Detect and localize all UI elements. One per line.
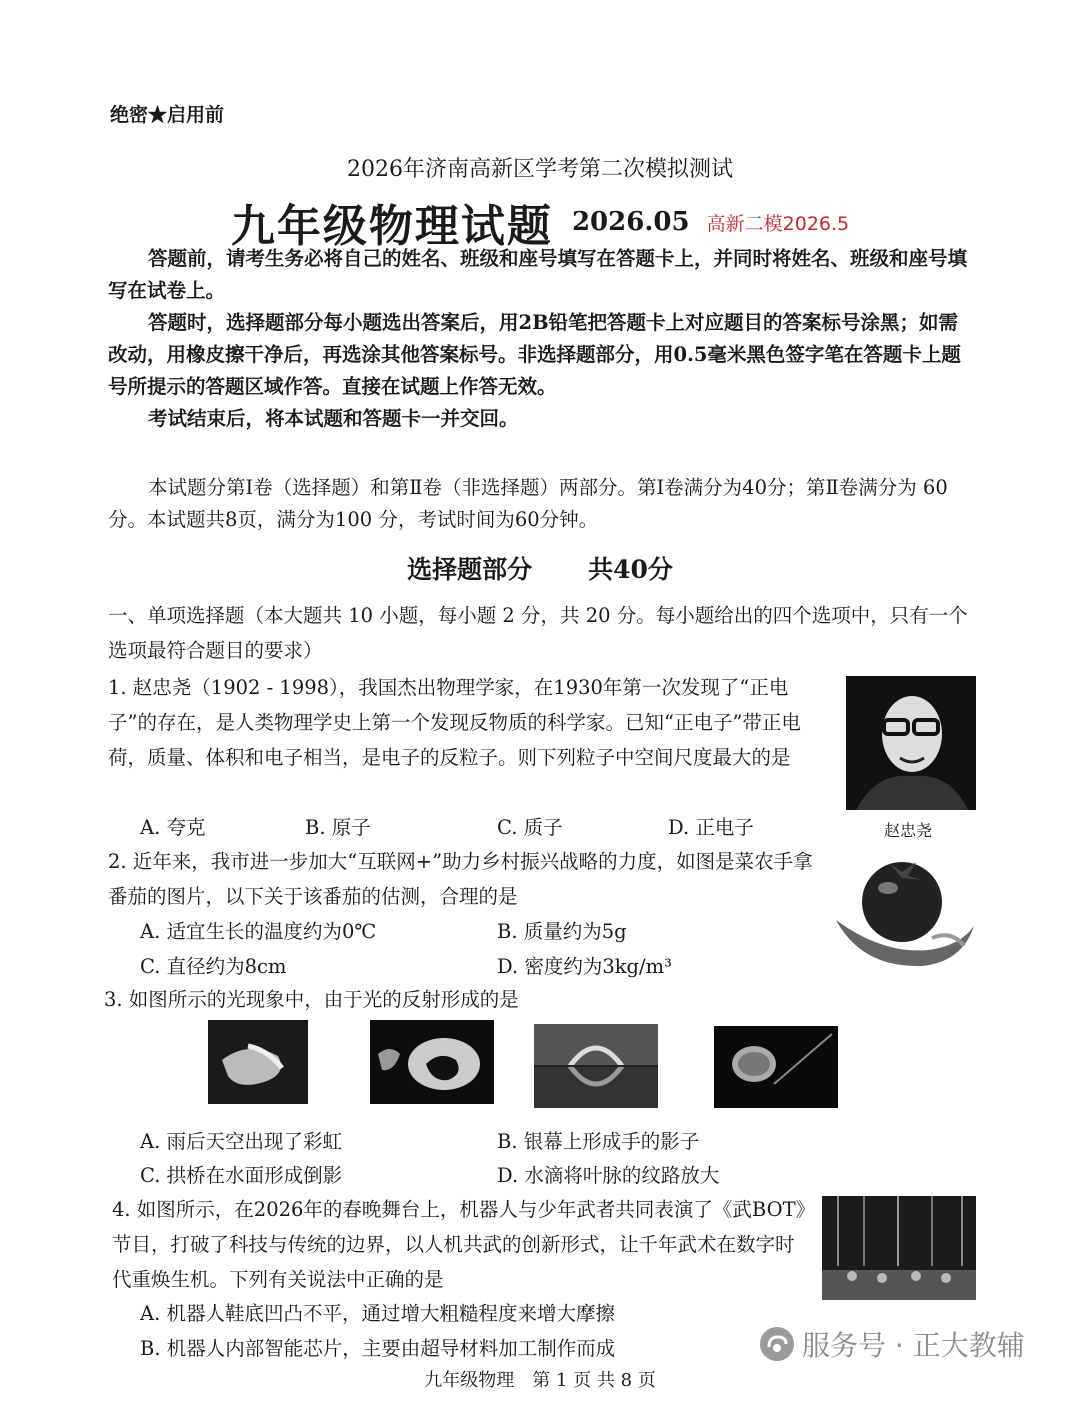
instruction-2: 答题时，选择题部分每小题选出答案后，用2B铅笔把答题卡上对应题目的答案标号涂黑；如需改动，用橡皮擦干净后，再选涂其他答案标号。非选择题部分，用0.5毫米黑色签字笔在答题卡上题号所提示的答题区域作答。直接在试题上作答无效。 [108,311,961,398]
q3-option-a[interactable]: A. 雨后天空出现了彩虹 [140,1130,342,1153]
hand-shadow-image-icon [370,1020,494,1104]
portrait-photo [846,676,976,810]
q3-option-b[interactable]: B. 银幕上形成手的影子 [497,1130,700,1153]
question-3-stem: 3. 如图所示的光现象中，由于光的反射形成的是 [104,988,519,1011]
section-score: 共40分 [588,555,673,584]
question-4-stem: 4. 如图所示，在2026年的春晚舞台上，机器人与少年武者共同表演了《武BOT》节目，打破了科技与传统的边界，以人机共武的创新形式，让千年武术在数字时代重焕生机。下列有关说法中正确的是 [112,1198,806,1291]
red-stamp-label: 高新二模2026.5 [706,212,850,235]
bridge-reflection-photo [534,1024,658,1108]
q2-option-c[interactable]: C. 直径约为8cm [140,955,287,978]
q1-option-a[interactable]: A. 夸克 [140,816,206,839]
q2-option-a[interactable]: A. 适宜生长的温度约为0℃ [140,920,377,943]
q1-option-d[interactable]: D. 正电子 [668,816,754,839]
stage-photo [822,1196,976,1300]
q4-option-b[interactable]: B. 机器人内部智能芯片，主要由超导材料加工制作而成 [140,1337,616,1360]
tomato-photo [832,850,978,974]
instruction-3: 考试结束后，将本试题和答题卡一并交回。 [148,407,519,430]
arch-bridge-image-icon [534,1024,658,1108]
q3-option-c[interactable]: C. 拱桥在水面形成倒影 [140,1164,343,1187]
exam-intro [108,472,976,536]
part-one-instructions: 一、单项选择题（本大题共 10 小题，每小题 2 分，共 20 分。每小题给出的四个选项中，只有一个选项最符合题目的要求） [108,604,968,662]
wechat-logo-icon [760,1327,794,1361]
exam-date: 2026.05 [571,207,690,237]
q1-option-b[interactable]: B. 原子 [305,816,371,839]
question-1-stem: 1. 赵忠尧（1902 - 1998），我国杰出物理学家，在1930年第一次发现了“正电子”的存在，是人类物理学史上第一个发现反物质的科学家。已知“正电子”带正电荷，质量、体积和电子相当，是电子的反粒子。则下列粒子中空间尺度最大的是 [108,676,801,769]
tomato-in-hand-icon [832,850,978,974]
stage-performance-icon [822,1196,976,1300]
hand-shadow-photo [370,1020,494,1104]
instruction-1: 答题前，请考生务必将自己的姓名、班级和座号填写在答题卡上，并同时将姓名、班级和座号填写在试卷上。 [108,247,968,302]
watermark [760,1324,1025,1364]
confidential-label: 绝密★启用前 [110,104,225,126]
exam-name: 2026年济南高新区学考第二次模拟测试 [347,157,733,182]
water-drop-photo [714,1026,838,1108]
q2-option-b[interactable]: B. 质量约为5g [497,920,627,943]
portrait-caption: 赵忠尧 [884,821,933,840]
section-title: 选择题部分 [407,555,533,584]
rainbow-image-icon [208,1020,308,1104]
q1-option-c[interactable]: C. 质子 [497,816,563,839]
q2-option-d[interactable]: D. 密度约为3kg/m³ [497,955,672,978]
q3-option-d[interactable]: D. 水滴将叶脉的纹路放大 [497,1164,720,1187]
page-footer: 九年级物理 第 1 页 共 8 页 [424,1370,656,1391]
q4-option-a[interactable]: A. 机器人鞋底凹凸不平，通过增大粗糙程度来增大摩擦 [140,1302,615,1325]
instructions [108,243,976,435]
question-2-stem: 2. 近年来，我市进一步加大“互联网+”助力乡村振兴战略的力度，如图是菜农手拿番茄的图片，以下关于该番茄的估测，合理的是 [108,850,813,908]
intro-text: 本试题分第Ⅰ卷（选择题）和第Ⅱ卷（非选择题）两部分。第Ⅰ卷满分为40分；第Ⅱ卷满分为 60分。本试题共8页，满分为100 分，考试时间为60分钟。 [108,476,948,531]
watermark-text: 服务号 · 正大教辅 [802,1329,1025,1362]
page-title: 九年级物理试题 [230,201,553,252]
section-heading [0,550,1080,586]
water-drop-leaf-icon [714,1026,838,1108]
portrait-icon [846,676,976,810]
rainbow-photo [208,1020,308,1104]
